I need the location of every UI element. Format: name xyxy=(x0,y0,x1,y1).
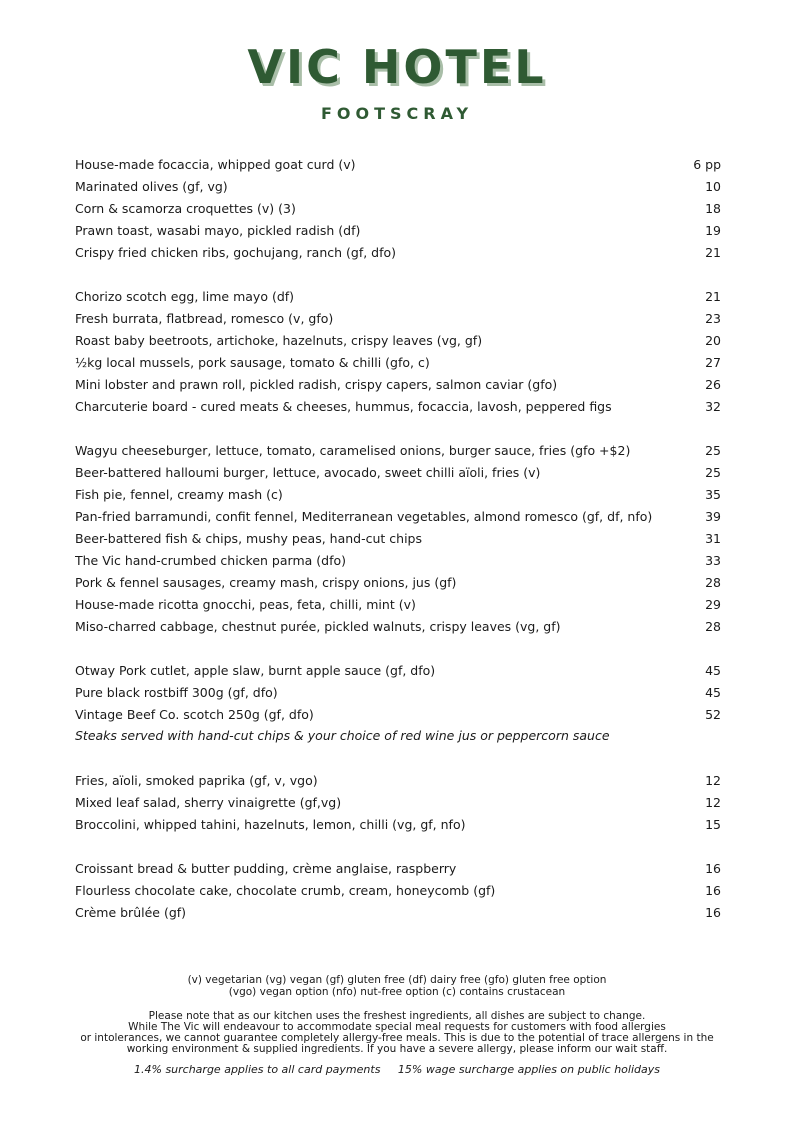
menu-item xyxy=(75,219,721,241)
menu-item-price: 21 xyxy=(705,288,721,304)
allergy-notice xyxy=(0,1011,794,1055)
menu-item-name: Miso-charred cabbage, chestnut purée, pickled walnuts, crispy leaves (vg, gf) xyxy=(75,618,561,634)
menu-item-price: 20 xyxy=(705,332,721,348)
menu-item-name: Beer-battered fish & chips, mushy peas, hand-cut chips xyxy=(75,530,423,546)
menu-item xyxy=(75,153,721,175)
hotel-name: VIC HOTEL xyxy=(247,40,547,94)
menu-item xyxy=(75,901,721,923)
section-gap xyxy=(75,417,721,439)
menu-item-price: 25 xyxy=(705,464,721,480)
menu-item-price: 16 xyxy=(705,882,721,898)
menu-item-name: Fish pie, fennel, creamy mash (c) xyxy=(75,486,283,502)
menu-item-price: 12 xyxy=(705,772,721,788)
menu-item xyxy=(75,439,721,461)
menu-item-name: Pure black rostbiff 300g (gf, dfo) xyxy=(75,684,278,700)
menu-item-price: 27 xyxy=(705,354,721,370)
menu-item xyxy=(75,395,721,417)
menu-item-price: 18 xyxy=(705,200,721,216)
menu-item-name: Otway Pork cutlet, apple slaw, burnt apple sauce (gf, dfo) xyxy=(75,662,436,678)
menu-item-price: 19 xyxy=(705,222,721,238)
allergy-line: or intolerances, we cannot guarantee completely allergy-free meals. This is due to the potential of trace allergens in the xyxy=(80,1032,714,1044)
menu-item xyxy=(75,857,721,879)
menu-item xyxy=(75,197,721,219)
menu-item-name: Wagyu cheeseburger, lettuce, tomato, caramelised onions, burger sauce, fries (gfo +$2) xyxy=(75,442,631,458)
menu-item-name: Broccolini, whipped tahini, hazelnuts, lemon, chilli (vg, gf, nfo) xyxy=(75,816,466,832)
menu-item xyxy=(75,527,721,549)
menu-item-name: Pork & fennel sausages, creamy mash, crispy onions, jus (gf) xyxy=(75,574,457,590)
menu-item-price: 12 xyxy=(705,794,721,810)
menu-item xyxy=(75,791,721,813)
menu-item-name: House-made focaccia, whipped goat curd (v) xyxy=(75,156,356,172)
menu-item-name: Vintage Beef Co. scotch 250g (gf, dfo) xyxy=(75,706,314,722)
menu-item-name: Flourless chocolate cake, chocolate crumb, cream, honeycomb (gf) xyxy=(75,882,496,898)
menu-item xyxy=(75,703,721,725)
menu-item xyxy=(75,175,721,197)
menu-item-name: Marinated olives (gf, vg) xyxy=(75,178,228,194)
menu-item xyxy=(75,307,721,329)
menu-item-price: 26 xyxy=(705,376,721,392)
menu-item-price: 28 xyxy=(705,574,721,590)
menu-item xyxy=(75,505,721,527)
menu-item-price: 45 xyxy=(705,684,721,700)
menu-item-price: 6 pp xyxy=(693,156,721,172)
surcharge-notice xyxy=(0,1064,794,1075)
menu-item-name: Pan-fried barramundi, confit fennel, Mediterranean vegetables, almond romesco (gf, df, nfo) xyxy=(75,508,653,524)
menu-item-price: 25 xyxy=(705,442,721,458)
menu-item xyxy=(75,659,721,681)
menu-item-name: Charcuterie board - cured meats & cheeses, hummus, focaccia, lavosh, peppered figs xyxy=(75,398,612,414)
menu-item-price: 10 xyxy=(705,178,721,194)
menu-item-price: 15 xyxy=(705,816,721,832)
menu-list xyxy=(75,153,721,923)
menu-item-price: 52 xyxy=(705,706,721,722)
allergy-line: Please note that as our kitchen uses the freshest ingredients, all dishes are subject to change. xyxy=(148,1010,646,1022)
menu-item-name: Roast baby beetroots, artichoke, hazelnuts, crispy leaves (vg, gf) xyxy=(75,332,483,348)
menu-item-price: 29 xyxy=(705,596,721,612)
menu-item-name: The Vic hand-crumbed chicken parma (dfo) xyxy=(75,552,346,568)
menu-item-price: 28 xyxy=(705,618,721,634)
menu-item xyxy=(75,593,721,615)
section-gap xyxy=(75,835,721,857)
menu-item-name: Croissant bread & butter pudding, crème anglaise, raspberry xyxy=(75,860,457,876)
menu-item-name: Chorizo scotch egg, lime mayo (df) xyxy=(75,288,295,304)
menu-item xyxy=(75,615,721,637)
legend-line: (vgo) vegan option (nfo) nut-free option (c) contains crustacean xyxy=(228,986,566,998)
menu-item-name: ½kg local mussels, pork sausage, tomato & chilli (gfo, c) xyxy=(75,354,430,370)
menu-item xyxy=(75,483,721,505)
menu-item xyxy=(75,549,721,571)
menu-item xyxy=(75,813,721,835)
menu-item-price: 31 xyxy=(705,530,721,546)
menu-item-price: 21 xyxy=(705,244,721,260)
menu-item-price: 35 xyxy=(705,486,721,502)
section-gap xyxy=(75,263,721,285)
legend-line: (v) vegetarian (vg) vegan (gf) gluten free (df) dairy free (gfo) gluten free option xyxy=(187,974,607,986)
menu-item-name: Beer-battered halloumi burger, lettuce, avocado, sweet chilli aïoli, fries (v) xyxy=(75,464,541,480)
footer xyxy=(0,975,794,1075)
menu-item xyxy=(75,681,721,703)
logo xyxy=(0,40,794,123)
menu-item xyxy=(75,351,721,373)
menu-item xyxy=(75,769,721,791)
menu-item-name: Corn & scamorza croquettes (v) (3) xyxy=(75,200,296,216)
menu-item-price: 33 xyxy=(705,552,721,568)
menu-item-price: 39 xyxy=(705,508,721,524)
menu-item-name: Prawn toast, wasabi mayo, pickled radish (df) xyxy=(75,222,361,238)
menu-item xyxy=(75,241,721,263)
menu-note: Steaks served with hand-cut chips & your choice of red wine jus or peppercorn sauce xyxy=(75,728,610,743)
menu-item xyxy=(75,329,721,351)
dietary-legend xyxy=(0,975,794,999)
allergy-line: working environment & supplied ingredients. If you have a severe allergy, please inform our wait staff. xyxy=(126,1043,668,1055)
menu-item xyxy=(75,285,721,307)
menu-item-name: Crispy fried chicken ribs, gochujang, ranch (gf, dfo) xyxy=(75,244,397,260)
menu-item-price: 23 xyxy=(705,310,721,326)
hotel-location: FOOTSCRAY xyxy=(320,104,474,123)
menu-item-name: Fresh burrata, flatbread, romesco (v, gfo) xyxy=(75,310,334,326)
menu-item xyxy=(75,879,721,901)
menu-item xyxy=(75,571,721,593)
menu-item-name: Crème brûlée (gf) xyxy=(75,904,187,920)
menu-item-price: 16 xyxy=(705,904,721,920)
menu-item-price: 32 xyxy=(705,398,721,414)
menu-item-price: 45 xyxy=(705,662,721,678)
menu-item-name: House-made ricotta gnocchi, peas, feta, chilli, mint (v) xyxy=(75,596,416,612)
allergy-line: While The Vic will endeavour to accommodate special meal requests for customers with food allergies xyxy=(128,1021,666,1033)
card-surcharge: 1.4% surcharge applies to all card payments xyxy=(134,1063,381,1076)
menu-item-price: 16 xyxy=(705,860,721,876)
menu-item-name: Fries, aïoli, smoked paprika (gf, v, vgo) xyxy=(75,772,318,788)
section-gap xyxy=(75,747,721,769)
menu-item-name: Mini lobster and prawn roll, pickled radish, crispy capers, salmon caviar (gfo) xyxy=(75,376,558,392)
menu-item xyxy=(75,461,721,483)
menu-item-name: Mixed leaf salad, sherry vinaigrette (gf,vg) xyxy=(75,794,342,810)
holiday-surcharge: 15% wage surcharge applies on public holidays xyxy=(397,1063,660,1076)
section-gap xyxy=(75,637,721,659)
menu-item xyxy=(75,373,721,395)
